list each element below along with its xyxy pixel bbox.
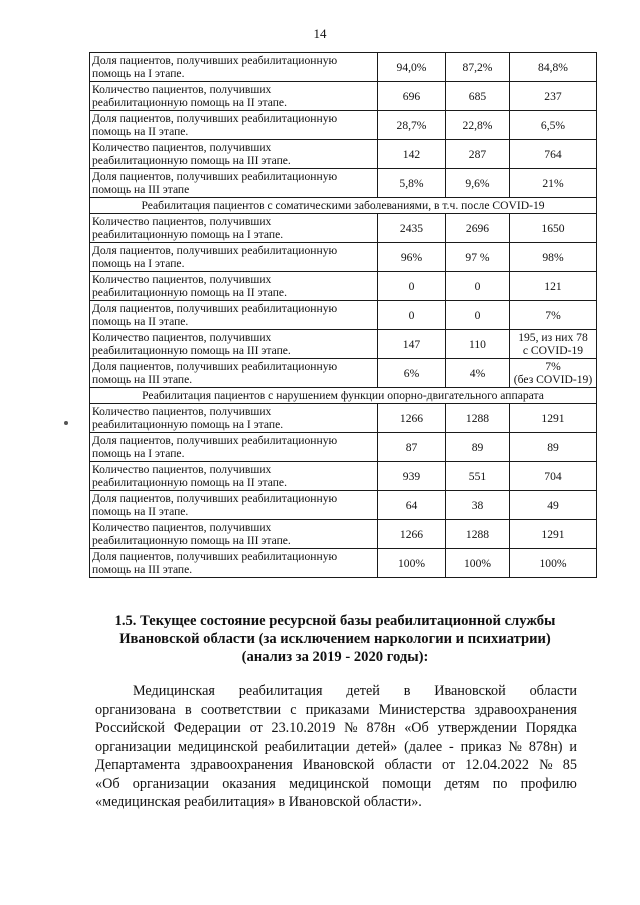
indicator-label xyxy=(90,301,378,330)
paragraph-word: приказ xyxy=(460,738,502,755)
table-section-row xyxy=(90,198,597,214)
value-cell-year-2: 22,8% xyxy=(446,111,510,140)
value-cell-year-2: 0 xyxy=(446,301,510,330)
rehabilitation-statistics-table xyxy=(89,52,597,578)
indicator-label xyxy=(90,272,378,301)
page-number: 14 xyxy=(313,26,327,41)
indicator-label-line: помощь на II этапе. xyxy=(92,315,189,328)
indicator-label-line: Количество пациентов, получивших xyxy=(92,463,272,476)
paragraph-word: от xyxy=(249,720,263,736)
paragraph-word: «Об xyxy=(404,720,429,736)
indicator-label xyxy=(90,53,378,82)
paragraph-word: в xyxy=(185,701,192,718)
indicator-label-line: помощь на I этапе. xyxy=(92,447,185,460)
indicator-label-line: Количество пациентов, получивших xyxy=(92,83,272,96)
value-cell-year-3: 764 xyxy=(510,140,597,169)
value-cell-year-1: 0 xyxy=(378,301,446,330)
paragraph-word: Ивановской xyxy=(434,683,506,699)
indicator-label-line: Доля пациентов, получивших реабилитационную xyxy=(92,360,338,373)
table-section-row xyxy=(90,388,597,404)
indicator-label-line: помощь на II этапе. xyxy=(92,125,189,138)
paragraph-word: и xyxy=(569,738,577,755)
value-cell-year-3: 195, из них 78 с COVID-19 xyxy=(510,330,597,359)
table-row xyxy=(90,53,597,82)
paragraph-word: детям xyxy=(444,775,480,792)
paragraph-word: Порядка xyxy=(525,720,577,736)
indicator-label-line: Доля пациентов, получивших реабилитационную xyxy=(92,54,338,67)
indicator-label-line: Доля пациентов, получивших реабилитационную xyxy=(92,302,338,315)
paragraph-word: утверждении xyxy=(437,720,517,736)
paragraph-word: № xyxy=(539,757,553,773)
value-cell-year-2: 100% xyxy=(446,549,510,578)
table-row xyxy=(90,140,597,169)
indicator-label-line: помощь на III этапе. xyxy=(92,563,193,576)
paragraph-word: «Об xyxy=(95,775,120,792)
section-heading-line: 1.5. Текущее состояние ресурсной базы реабилитационной службы xyxy=(114,613,556,629)
indicator-label-line: Доля пациентов, получивших реабилитационную xyxy=(92,244,338,257)
value-cell-year-3: 84,8% xyxy=(510,53,597,82)
paragraph-word: детей xyxy=(346,683,380,699)
paragraph-word: оказания xyxy=(222,775,276,792)
paragraph-word: с xyxy=(290,701,297,718)
paragraph-word: соответствии xyxy=(200,701,282,718)
value-cell-year-1: 1266 xyxy=(378,520,446,549)
paragraph-word: по xyxy=(492,775,508,792)
value-cell-year-3: 6,5% xyxy=(510,111,597,140)
indicator-label-line: Количество пациентов, получивших xyxy=(92,141,272,154)
value-cell-year-3: 7% xyxy=(510,301,597,330)
paragraph-word: Федерации xyxy=(173,720,241,736)
value-cell-year-1: 1266 xyxy=(378,404,446,433)
value-cell-year-2: 2696 xyxy=(446,214,510,243)
indicator-label xyxy=(90,111,378,140)
paragraph-word: здравоохранения xyxy=(190,757,293,773)
indicator-label-line: реабилитационную помощь на II этапе. xyxy=(92,96,287,109)
indicator-label-line: Доля пациентов, получивших реабилитационную xyxy=(92,170,338,183)
section-title: Реабилитация пациентов с соматическими заболеваниями, в т.ч. после COVID-19 xyxy=(90,198,597,214)
value-cell-year-3: 100% xyxy=(510,549,597,578)
paragraph-word: реабилитация xyxy=(238,683,323,699)
value-cell-year-2: 9,6% xyxy=(446,169,510,198)
value-cell-year-1: 696 xyxy=(378,82,446,111)
table-row xyxy=(90,111,597,140)
paragraph-word: детей» xyxy=(356,738,398,755)
indicator-label xyxy=(90,491,378,520)
indicator-label xyxy=(90,82,378,111)
value-cell-year-3: 1291 xyxy=(510,520,597,549)
paragraph-word: 878н xyxy=(366,720,396,736)
indicator-label-line: помощь на II этапе. xyxy=(92,505,189,518)
indicator-label xyxy=(90,520,378,549)
indicator-label-line: Количество пациентов, получивших xyxy=(92,521,272,534)
indicator-label-line: реабилитационную помощь на II этапе. xyxy=(92,476,287,489)
value-cell-year-2: 110 xyxy=(446,330,510,359)
table-row xyxy=(90,330,597,359)
table-row xyxy=(90,520,597,549)
value-cell-year-1: 147 xyxy=(378,330,446,359)
section-heading xyxy=(100,612,570,666)
paragraph-word: 85 xyxy=(562,757,577,773)
paragraph-line-split xyxy=(95,738,577,757)
paragraph-word: организации xyxy=(95,738,172,755)
indicator-label-line: реабилитационную помощь на I этапе. xyxy=(92,228,284,241)
indicator-label xyxy=(90,140,378,169)
value-cell-year-2: 551 xyxy=(446,462,510,491)
paragraph-word: (далее xyxy=(404,738,443,755)
indicator-label xyxy=(90,359,378,388)
margin-mark xyxy=(64,421,68,425)
paragraph-word: помощи xyxy=(382,775,432,792)
paragraph-word: № xyxy=(508,738,522,755)
indicator-label-line: реабилитационную помощь на I этапе. xyxy=(92,418,284,431)
indicator-label-line: помощь на I этапе. xyxy=(92,67,185,80)
section-heading-line: Ивановской области (за исключением наркологии и психиатрии) xyxy=(119,631,551,647)
table-row xyxy=(90,462,597,491)
indicator-label-line: помощь на III этапе xyxy=(92,183,190,196)
indicator-label-line: Доля пациентов, получивших реабилитационную xyxy=(92,550,338,563)
value-cell-year-1: 96% xyxy=(378,243,446,272)
value-cell-year-3: 1650 xyxy=(510,214,597,243)
paragraph-line-split xyxy=(95,775,577,794)
table-row xyxy=(90,214,597,243)
paragraph-word: 23.10.2019 xyxy=(271,720,336,736)
paragraph-line-split xyxy=(95,756,577,775)
table-row xyxy=(90,82,597,111)
paragraph-word: области xyxy=(529,683,577,699)
value-cell-year-3: 1291 xyxy=(510,404,597,433)
table-row xyxy=(90,169,597,198)
value-cell-year-2: 97 % xyxy=(446,243,510,272)
indicator-label-line: реабилитационную помощь на II этапе. xyxy=(92,286,287,299)
table-row xyxy=(90,433,597,462)
paragraph-line: «медицинская реабилитация» в Ивановской области». xyxy=(95,794,422,810)
value-cell-year-3: 121 xyxy=(510,272,597,301)
paragraph-word: организована xyxy=(95,701,176,718)
paragraph-word: Российской xyxy=(95,720,165,736)
value-cell-year-3: 98% xyxy=(510,243,597,272)
indicator-label-line: Количество пациентов, получивших xyxy=(92,215,272,228)
section-heading-line: (анализ за 2019 - 2020 годы): xyxy=(241,649,429,665)
value-cell-year-1: 5,8% xyxy=(378,169,446,198)
indicator-label-line: Доля пациентов, получивших реабилитационную xyxy=(92,112,338,125)
indicator-label xyxy=(90,404,378,433)
paragraph-word: Департамента xyxy=(95,757,181,773)
value-cell-year-3: 704 xyxy=(510,462,597,491)
section-title: Реабилитация пациентов с нарушением функции опорно-двигательного аппарата xyxy=(90,388,597,404)
value-cell-year-2: 87,2% xyxy=(446,53,510,82)
value-cell-year-3: 7% (без COVID-19) xyxy=(510,359,597,388)
body-paragraph xyxy=(95,682,577,812)
table-row xyxy=(90,243,597,272)
paragraph-line-split xyxy=(95,719,577,738)
indicator-label xyxy=(90,243,378,272)
indicator-label-line: реабилитационную помощь на III этапе. xyxy=(92,534,291,547)
indicator-label xyxy=(90,433,378,462)
value-cell-year-1: 142 xyxy=(378,140,446,169)
value-cell-year-1: 94,0% xyxy=(378,53,446,82)
paragraph-word: организации xyxy=(132,775,209,792)
paragraph-word: 878н) xyxy=(528,738,563,755)
value-cell-year-3: 21% xyxy=(510,169,597,198)
value-cell-year-1: 939 xyxy=(378,462,446,491)
paragraph-word: медицинской xyxy=(178,738,258,755)
indicator-label-line: Количество пациентов, получивших xyxy=(92,273,272,286)
paragraph-word: приказами xyxy=(305,701,370,718)
indicator-label-line: Количество пациентов, получивших xyxy=(92,331,272,344)
indicator-label-line: реабилитационную помощь на III этапе. xyxy=(92,154,291,167)
paragraph-word: 12.04.2022 xyxy=(465,757,530,773)
paragraph-word: в xyxy=(403,683,411,699)
table-row xyxy=(90,404,597,433)
value-cell-year-2: 89 xyxy=(446,433,510,462)
paragraph-word: Медицинская xyxy=(133,683,215,699)
value-cell-year-2: 1288 xyxy=(446,404,510,433)
indicator-label xyxy=(90,330,378,359)
paragraph-word: № xyxy=(344,720,358,736)
value-cell-year-1: 28,7% xyxy=(378,111,446,140)
paragraph-word: области xyxy=(384,757,432,773)
paragraph-line-split xyxy=(95,682,577,701)
paragraph-word: реабилитации xyxy=(264,738,350,755)
paragraph-word: Ивановской xyxy=(302,757,375,773)
indicator-label-line: реабилитационную помощь на III этапе. xyxy=(92,344,291,357)
value-cell-year-1: 6% xyxy=(378,359,446,388)
indicator-label-line: Доля пациентов, получивших реабилитационную xyxy=(92,492,338,505)
value-cell-year-1: 87 xyxy=(378,433,446,462)
paragraph-word: здравоохранения xyxy=(474,701,577,718)
value-cell-year-2: 1288 xyxy=(446,520,510,549)
indicator-label-line: помощь на III этапе. xyxy=(92,373,193,386)
value-cell-year-1: 0 xyxy=(378,272,446,301)
value-cell-year-3: 49 xyxy=(510,491,597,520)
value-cell-year-1: 64 xyxy=(378,491,446,520)
table-row xyxy=(90,301,597,330)
indicator-label xyxy=(90,549,378,578)
value-cell-year-3: 237 xyxy=(510,82,597,111)
paragraph-word: медицинской xyxy=(289,775,369,792)
paragraph-word: от xyxy=(441,757,456,773)
paragraph-word: - xyxy=(449,738,454,755)
value-cell-year-2: 0 xyxy=(446,272,510,301)
value-cell-year-2: 38 xyxy=(446,491,510,520)
table-row xyxy=(90,491,597,520)
table-row xyxy=(90,359,597,388)
value-cell-year-1: 2435 xyxy=(378,214,446,243)
table-row xyxy=(90,272,597,301)
value-cell-year-2: 287 xyxy=(446,140,510,169)
value-cell-year-2: 685 xyxy=(446,82,510,111)
indicator-label xyxy=(90,214,378,243)
indicator-label xyxy=(90,462,378,491)
paragraph-line-split xyxy=(95,701,577,720)
value-cell-year-2: 4% xyxy=(446,359,510,388)
value-cell-year-1: 100% xyxy=(378,549,446,578)
indicator-label-line: Доля пациентов, получивших реабилитационную xyxy=(92,434,338,447)
table-row xyxy=(90,549,597,578)
value-cell-year-3: 89 xyxy=(510,433,597,462)
indicator-label-line: помощь на I этапе. xyxy=(92,257,185,270)
paragraph-word: профилю xyxy=(520,775,577,792)
paragraph-word: Министерства xyxy=(378,701,466,718)
indicator-label xyxy=(90,169,378,198)
indicator-label-line: Количество пациентов, получивших xyxy=(92,405,272,418)
